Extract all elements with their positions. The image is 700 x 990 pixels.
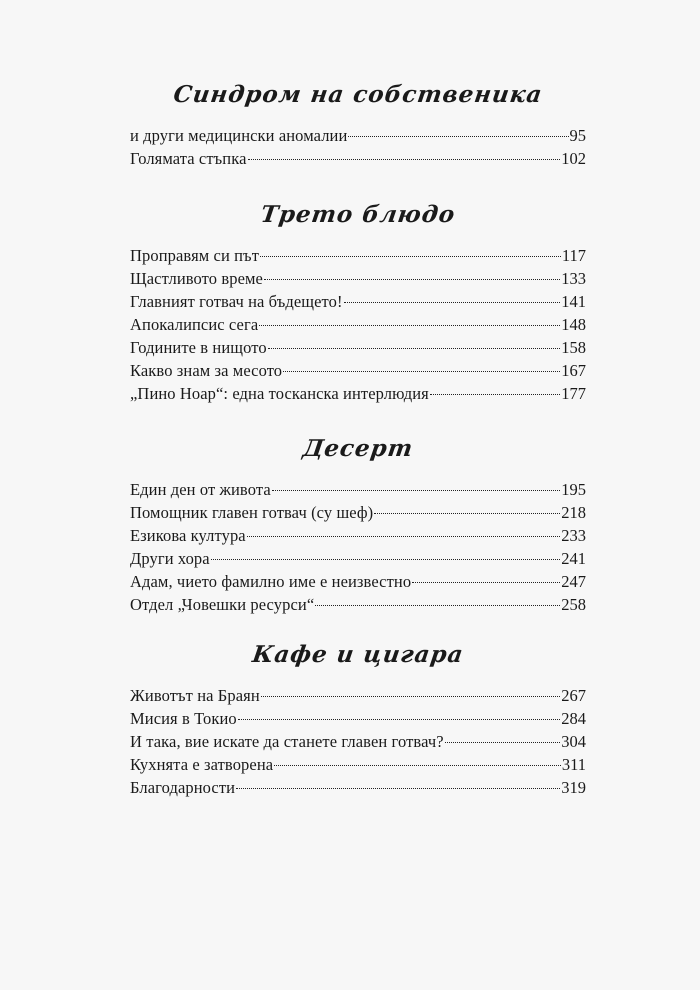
entry-page-number: 195 (561, 480, 586, 499)
dot-leader (259, 325, 560, 326)
toc-entry[interactable] (130, 147, 586, 170)
entry-title: Главният готвач на бъдещето! (130, 292, 343, 311)
toc-entry[interactable] (130, 244, 586, 267)
entry-page-number: 241 (561, 549, 586, 568)
toc-section (130, 198, 586, 405)
dot-leader (374, 513, 560, 514)
entry-title: Апокалипсис сега (130, 315, 259, 334)
dot-leader (445, 742, 561, 743)
entry-page-number: 247 (561, 572, 586, 591)
entry-title: „Пино Ноар“: една тосканска интерлюдия (130, 384, 429, 403)
dot-leader (315, 605, 560, 606)
entry-page-number: 133 (561, 269, 586, 288)
entry-title: И така, вие искате да станете главен готвач? (130, 732, 444, 751)
entry-page-number: 258 (561, 595, 586, 614)
entry-page-number: 177 (561, 384, 586, 403)
entry-page-number: 311 (561, 755, 586, 774)
section-title: Трето блюдо (259, 201, 458, 228)
entry-title: Благодарности (130, 778, 236, 797)
entry-page-number: 141 (561, 292, 586, 311)
entry-page-number: 319 (561, 778, 586, 797)
dot-leader (247, 536, 561, 537)
entry-page-number: 117 (561, 246, 586, 265)
toc-entry[interactable] (130, 267, 586, 290)
entry-page-number: 284 (561, 709, 586, 728)
toc-entry[interactable] (130, 524, 586, 547)
toc-entry[interactable] (130, 570, 586, 593)
entry-title: Животът на Браян (130, 686, 260, 705)
entry-title: Езикова култура (130, 526, 246, 545)
entry-title: Щастливото време (130, 269, 263, 288)
toc-section (130, 432, 586, 616)
entry-page-number: 102 (561, 149, 586, 168)
dot-leader (260, 256, 561, 257)
dot-leader (264, 279, 560, 280)
dot-leader (248, 159, 561, 160)
entry-page-number: 267 (561, 686, 586, 705)
entry-title: Проправям си път (130, 246, 259, 265)
toc-entry[interactable] (130, 707, 586, 730)
entry-title: Помощник главен готвач (су шеф) (130, 503, 374, 522)
toc-section (130, 638, 586, 799)
dot-leader (236, 788, 560, 789)
toc-entry[interactable] (130, 730, 586, 753)
toc-entry[interactable] (130, 336, 586, 359)
entry-page-number: 148 (561, 315, 586, 334)
entry-title: Какво знам за месото (130, 361, 283, 380)
dot-leader (272, 490, 560, 491)
entry-title: Кухнята е затворена (130, 755, 274, 774)
section-title: Кафе и цигара (250, 641, 466, 668)
dot-leader (268, 348, 561, 349)
entry-title: Голямата стъпка (130, 149, 247, 168)
entry-page-number: 304 (561, 732, 586, 751)
entry-page-number: 158 (561, 338, 586, 357)
toc-entry[interactable] (130, 359, 586, 382)
entry-title: Отдел „Човешки ресурси“ (130, 595, 315, 614)
entry-title: Други хора (130, 549, 210, 568)
section-title: Синдром на собственика (171, 81, 545, 108)
section-entries (130, 124, 586, 170)
toc-entry[interactable] (130, 382, 586, 405)
entry-page-number: 233 (561, 526, 586, 545)
dot-leader (274, 765, 561, 766)
toc-entry[interactable] (130, 290, 586, 313)
dot-leader (412, 582, 560, 583)
entry-title: и други медицински аномалии (130, 126, 348, 145)
entry-title: Един ден от живота (130, 480, 271, 499)
toc-entry[interactable] (130, 547, 586, 570)
dot-leader (211, 559, 561, 560)
toc-entry[interactable] (130, 478, 586, 501)
dot-leader (238, 719, 560, 720)
dot-leader (430, 394, 560, 395)
toc-entry[interactable] (130, 593, 586, 616)
entry-page-number: 167 (561, 361, 586, 380)
toc-section (130, 78, 586, 170)
toc-entry[interactable] (130, 124, 586, 147)
toc-entry[interactable] (130, 501, 586, 524)
toc-entry[interactable] (130, 684, 586, 707)
dot-leader (344, 302, 561, 303)
dot-leader (283, 371, 560, 372)
toc-entry[interactable] (130, 313, 586, 336)
section-entries (130, 244, 586, 405)
toc-entry[interactable] (130, 776, 586, 799)
section-entries (130, 684, 586, 799)
dot-leader (261, 696, 561, 697)
entry-page-number: 218 (561, 503, 586, 522)
entry-title: Адам, чието фамилно име е неизвестно (130, 572, 412, 591)
section-title: Десерт (301, 435, 416, 462)
entry-title: Мисия в Токио (130, 709, 237, 728)
section-entries (130, 478, 586, 616)
toc-entry[interactable] (130, 753, 586, 776)
dot-leader (348, 136, 568, 137)
entry-title: Годините в нищото (130, 338, 267, 357)
entry-page-number: 95 (569, 126, 586, 145)
